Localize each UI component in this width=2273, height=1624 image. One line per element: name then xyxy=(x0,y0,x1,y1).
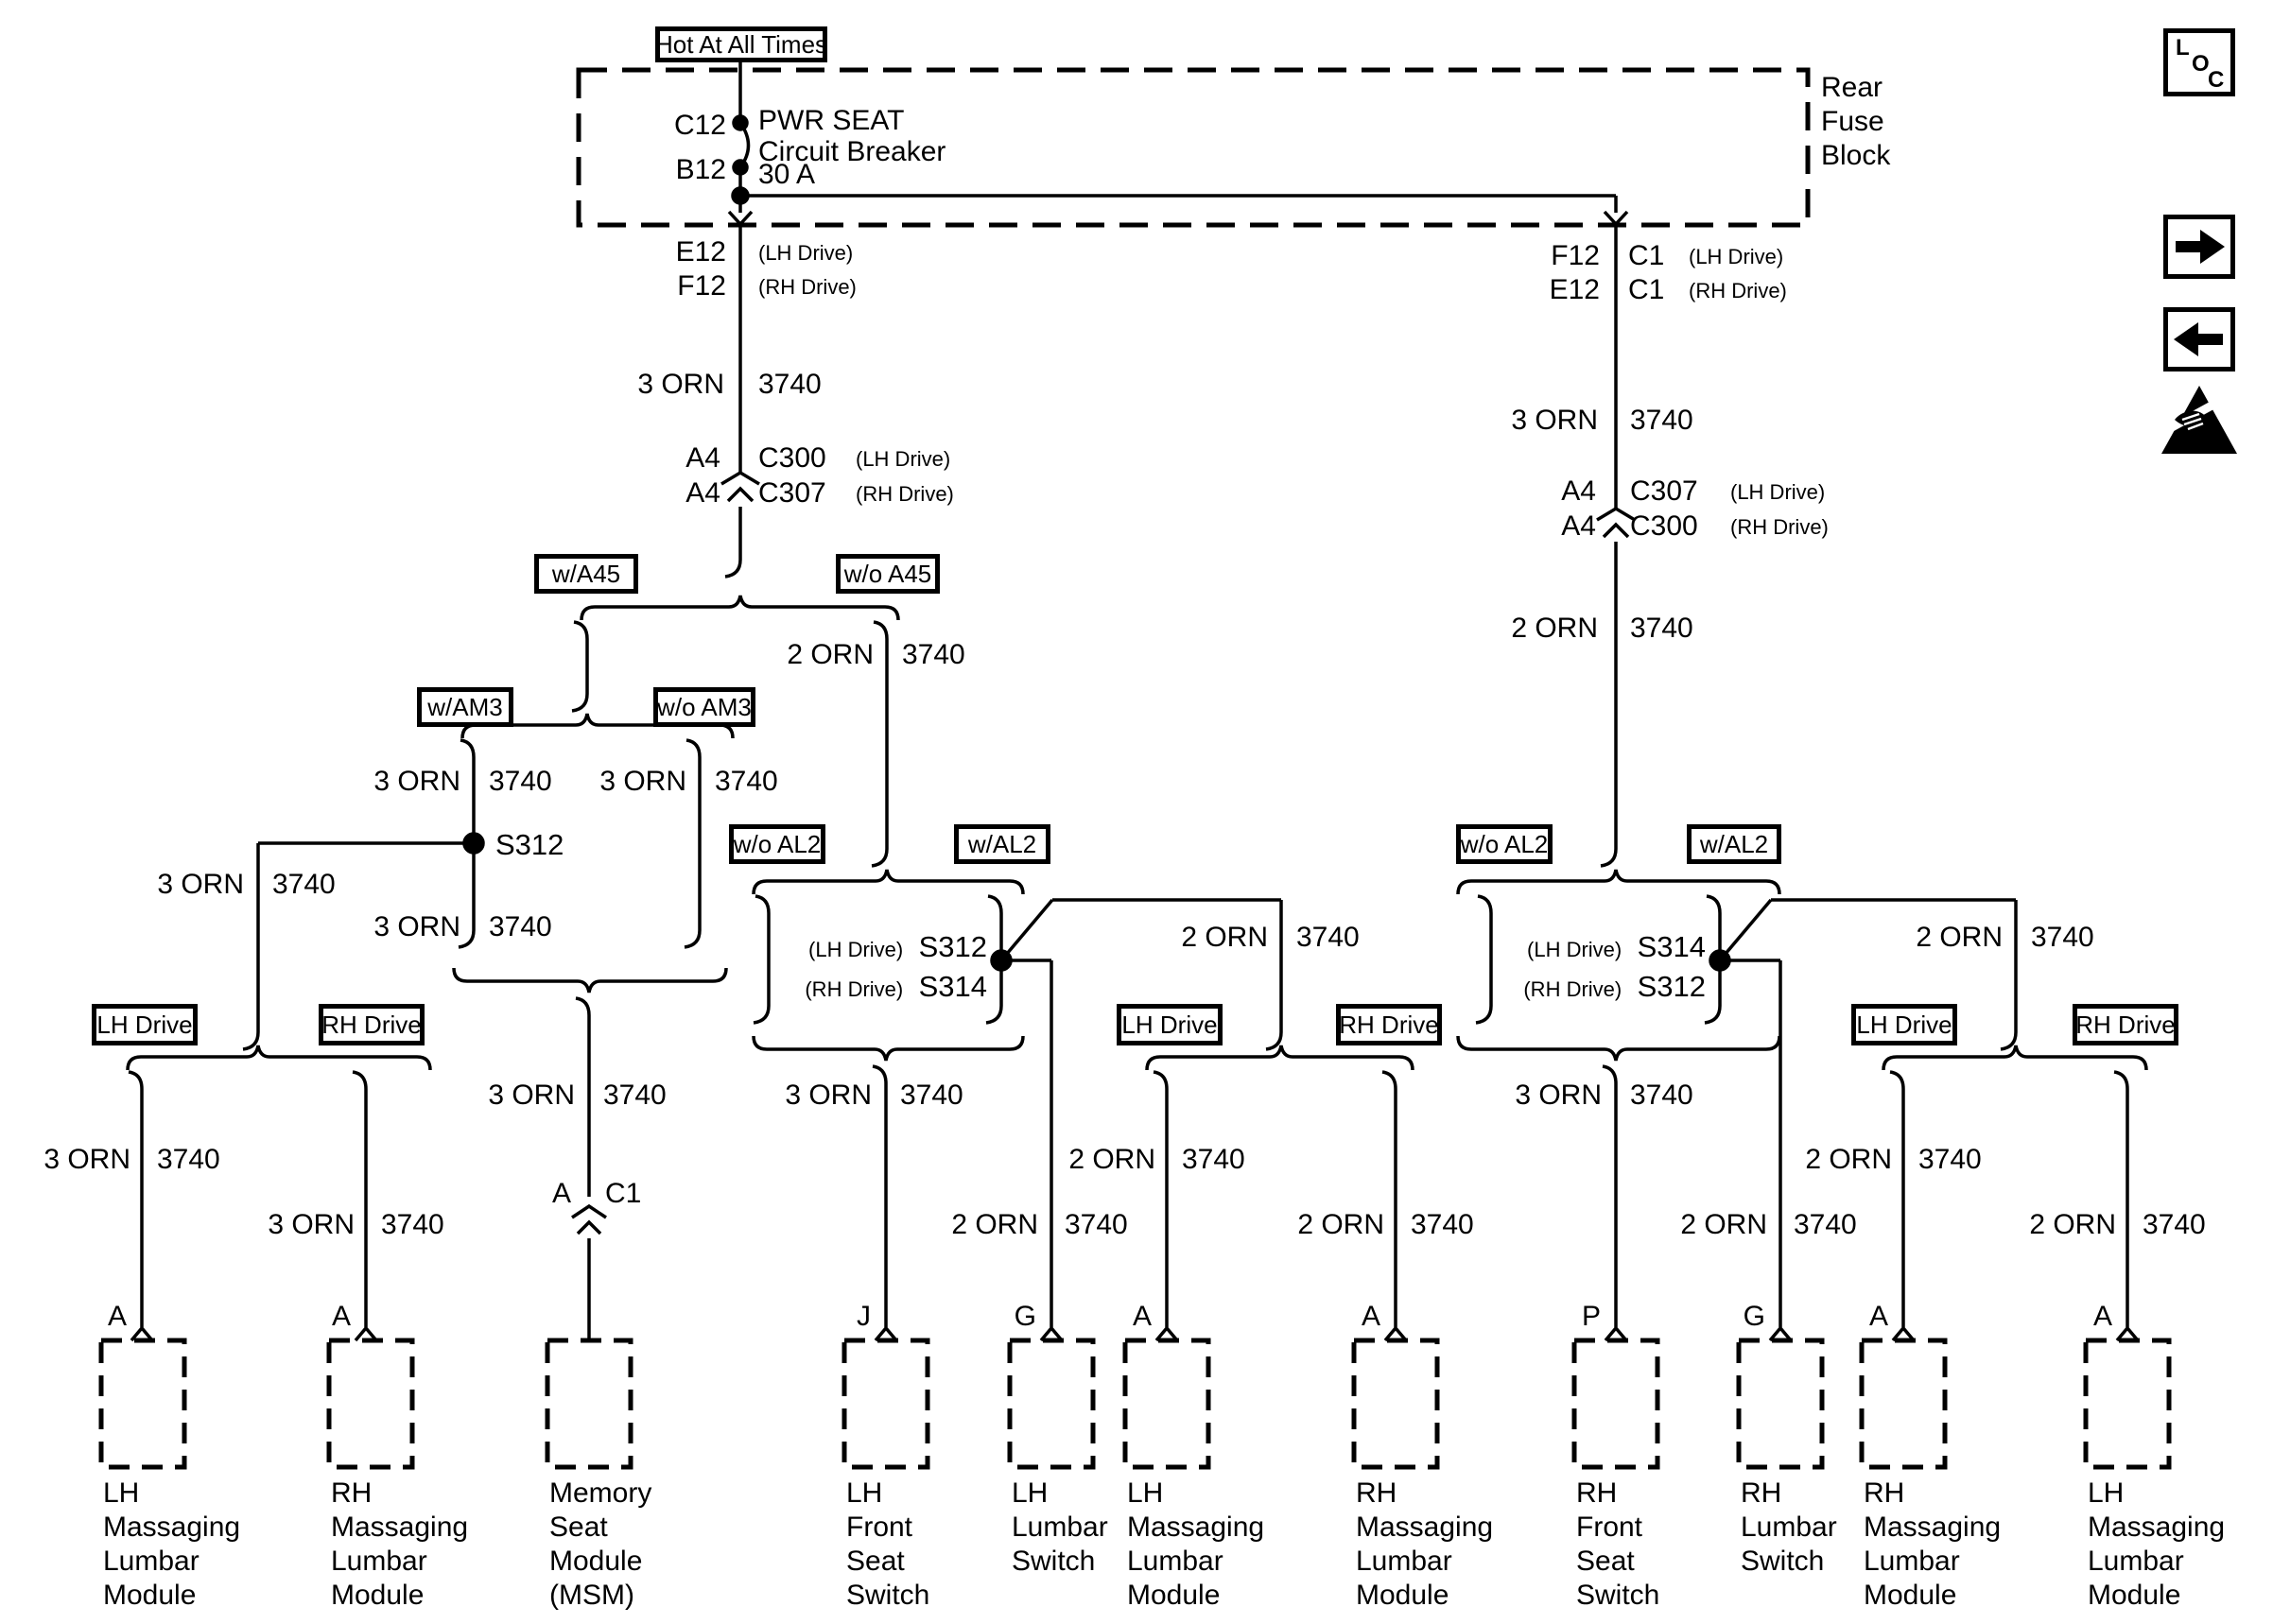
drive-variant-label: (LH Drive) xyxy=(1730,480,1826,504)
component-name: RH Massaging Lumbar Module xyxy=(1356,1477,1494,1611)
option-split-brace xyxy=(581,596,898,620)
power-feed-label: Hot At All Times xyxy=(654,29,828,59)
connector-label: C300 xyxy=(1630,510,1698,542)
component-box xyxy=(547,1340,631,1467)
component-box xyxy=(1125,1340,1208,1467)
drive-box-rh-left: RH Drive xyxy=(319,1004,425,1045)
component-name: LH Lumbar Switch xyxy=(1012,1477,1108,1577)
wire-circuit-label: 3740 xyxy=(489,911,552,942)
component-box xyxy=(329,1340,412,1467)
wire-circuit-label: 3740 xyxy=(1296,922,1360,953)
wire-circuit-label: 3740 xyxy=(489,766,552,797)
wire-gauge-label: 3 ORN xyxy=(637,369,724,400)
pin-label: G xyxy=(1014,1301,1036,1332)
wire-circuit-label: 3740 xyxy=(1630,405,1693,436)
pin-label: P xyxy=(1581,1301,1601,1332)
wire-gauge-label: 2 ORN xyxy=(951,1209,1038,1240)
inline-connector-icon xyxy=(1597,509,1635,520)
wire-circuit-label: 3740 xyxy=(2143,1209,2206,1240)
component-box xyxy=(101,1340,184,1467)
component-box xyxy=(1739,1340,1822,1467)
pin-label: G xyxy=(1743,1301,1765,1332)
wire-circuit-label: 3740 xyxy=(272,869,336,900)
pin-label: A xyxy=(331,1301,351,1332)
connector-label: C1 xyxy=(605,1178,642,1209)
wire-gauge-label: 2 ORN xyxy=(1181,922,1268,953)
splice-variant-row: (LH Drive) S312 xyxy=(808,930,987,963)
drive-box-lh-mid: LH Drive xyxy=(1117,1004,1223,1045)
hot-at-all-times-box xyxy=(655,26,827,62)
inline-connector-icon xyxy=(572,1206,606,1218)
option-split-brace xyxy=(754,870,1023,894)
wire-gauge-label: 3 ORN xyxy=(1515,1080,1602,1111)
component-name: LH Massaging Lumbar Module xyxy=(103,1477,241,1611)
drive-split-brace xyxy=(1147,1045,1413,1070)
wire-circuit-label: 3740 xyxy=(1918,1144,1982,1175)
option-box-wo-a45: w/o A45 xyxy=(836,554,940,594)
option-box-w-al2-right: w/AL2 xyxy=(1687,824,1781,864)
component-name: RH Lumbar Switch xyxy=(1741,1477,1837,1577)
wire-gauge-label: 3 ORN xyxy=(785,1080,872,1111)
drive-variant-label: (LH Drive) xyxy=(758,241,854,265)
component-box xyxy=(1010,1340,1093,1467)
splice-variant-row: (RH Drive) S314 xyxy=(805,970,987,1003)
connector-label: C307 xyxy=(758,477,826,509)
wire-circuit-label: 3740 xyxy=(758,369,822,400)
wire-gauge-label: 3 ORN xyxy=(43,1144,130,1175)
drive-box-rh-right: RH Drive xyxy=(2073,1004,2178,1045)
drive-variant-label: (RH Drive) xyxy=(758,275,857,299)
terminal-label: A4 xyxy=(685,442,720,474)
component-name: RH Front Seat Switch xyxy=(1576,1477,1660,1611)
breaker-name-line1: PWR SEAT xyxy=(758,105,905,136)
option-merge-brace xyxy=(754,1036,1023,1061)
pin-label: J xyxy=(857,1301,871,1332)
drive-variant-label: (LH Drive) xyxy=(856,447,951,471)
option-box-wo-al2-left: w/o AL2 xyxy=(729,824,825,864)
wire-circuit-label: 3740 xyxy=(1794,1209,1857,1240)
drive-variant-label: (RH Drive) xyxy=(856,482,954,506)
pin-label: A xyxy=(1868,1301,1888,1332)
fuse-block-name-line: Fuse xyxy=(1821,106,1884,137)
wire-circuit-label: 3740 xyxy=(1630,613,1693,644)
wire-gauge-label: 3 ORN xyxy=(488,1080,575,1111)
wire-circuit-label: 3740 xyxy=(1065,1209,1128,1240)
wire-circuit-label: 3740 xyxy=(900,1080,963,1111)
component-box xyxy=(1862,1340,1945,1467)
component-name: Memory Seat Module (MSM) xyxy=(549,1477,652,1611)
terminal-label: A4 xyxy=(1561,510,1596,542)
component-name: RH Massaging Lumbar Module xyxy=(331,1477,469,1611)
wire-gauge-label: 3 ORN xyxy=(268,1209,355,1240)
wire-gauge-label: 2 ORN xyxy=(1511,613,1598,644)
drive-box-rh-mid: RH Drive xyxy=(1336,1004,1442,1045)
previous-page-arrow-icon[interactable] xyxy=(2163,307,2235,371)
fuse-exit-arrow-right xyxy=(1605,212,1627,224)
option-box-w-a45: w/A45 xyxy=(534,554,638,594)
wire-gauge-label: 3 ORN xyxy=(157,869,244,900)
wire-circuit-label: 3740 xyxy=(157,1144,220,1175)
pin-label: A xyxy=(551,1178,571,1209)
pin-label: A xyxy=(2092,1301,2112,1332)
wire-circuit-label: 3740 xyxy=(381,1209,444,1240)
drive-variant-label: (RH Drive) xyxy=(1689,279,1787,302)
wire-circuit-label: 3740 xyxy=(603,1080,667,1111)
option-box-w-al2-left: w/AL2 xyxy=(954,824,1050,864)
breaker-pin-top: C12 xyxy=(673,110,726,141)
pin-label: A xyxy=(107,1301,127,1332)
connector-label: C1 xyxy=(1628,274,1665,305)
wire-circuit-label: 3740 xyxy=(902,639,965,670)
esd-warning-icon xyxy=(2158,380,2241,458)
drive-variant-label: (LH Drive) xyxy=(1689,245,1784,268)
option-merge-brace xyxy=(454,968,726,993)
splice-variant-row: (RH Drive) S312 xyxy=(1523,970,1706,1003)
component-name: LH Front Seat Switch xyxy=(846,1477,930,1611)
wire-gauge-label: 2 ORN xyxy=(1805,1144,1892,1175)
drive-split-brace xyxy=(128,1045,430,1070)
option-merge-brace xyxy=(1458,1036,1779,1061)
component-box xyxy=(1574,1340,1657,1467)
pin-label: A xyxy=(1132,1301,1152,1332)
breaker-name-line2: Circuit Breaker xyxy=(758,136,946,167)
wire-gauge-label: 2 ORN xyxy=(2029,1209,2116,1240)
option-box-wo-am3: w/o AM3 xyxy=(653,687,755,727)
wire-circuit-label: 3740 xyxy=(1411,1209,1474,1240)
wire-gauge-label: 2 ORN xyxy=(787,639,874,670)
wire-circuit-label: 3740 xyxy=(2031,922,2094,953)
fuse-exit-arrow-left xyxy=(729,212,752,224)
loc-reference-icon[interactable]: L O C xyxy=(2163,28,2235,96)
option-box-w-am3: w/AM3 xyxy=(417,687,513,727)
breaker-pin-bottom: B12 xyxy=(675,154,726,185)
inline-connector-icon xyxy=(721,473,759,484)
component-box xyxy=(1354,1340,1437,1467)
wire-circuit-label: 3740 xyxy=(715,766,778,797)
drive-split-brace xyxy=(1883,1045,2146,1070)
drive-box-lh-left: LH Drive xyxy=(92,1004,198,1045)
wire-gauge-label: 3 ORN xyxy=(373,766,460,797)
splice-variant-row: (LH Drive) S314 xyxy=(1527,930,1706,963)
component-name: RH Massaging Lumbar Module xyxy=(1864,1477,2002,1611)
wire-circuit-label: 3740 xyxy=(1630,1080,1693,1111)
inline-connector-icon xyxy=(728,489,753,501)
drive-variant-label: (RH Drive) xyxy=(1730,515,1829,539)
next-page-arrow-icon[interactable] xyxy=(2163,215,2235,279)
fuse-block-name-line: Rear xyxy=(1821,72,1883,103)
component-name: LH Massaging Lumbar Module xyxy=(2088,1477,2226,1611)
breaker-rating: 30 A xyxy=(758,159,816,190)
inline-connector-icon xyxy=(1604,525,1628,537)
component-box xyxy=(2086,1340,2169,1467)
option-box-wo-al2-right: w/o AL2 xyxy=(1456,824,1553,864)
wire-gauge-label: 2 ORN xyxy=(1297,1209,1384,1240)
wire-circuit-label: 3740 xyxy=(1182,1144,1245,1175)
terminal-label: F12 xyxy=(1551,240,1600,271)
connector-label: C1 xyxy=(1628,240,1665,271)
connector-label: C307 xyxy=(1630,475,1698,507)
splice-label: S312 xyxy=(495,828,564,861)
wire-gauge-label: 3 ORN xyxy=(373,911,460,942)
terminal-label: A4 xyxy=(1561,475,1596,507)
option-split-brace xyxy=(1458,870,1779,894)
wire-gauge-label: 3 ORN xyxy=(599,766,686,797)
terminal-label: A4 xyxy=(685,477,720,509)
pin-label: A xyxy=(1361,1301,1380,1332)
wire-gauge-label: 2 ORN xyxy=(1068,1144,1155,1175)
wire-gauge-label: 2 ORN xyxy=(1680,1209,1767,1240)
terminal-label: F12 xyxy=(677,270,726,302)
wire-gauge-label: 3 ORN xyxy=(1511,405,1598,436)
connector-label: C300 xyxy=(758,442,826,474)
terminal-label: E12 xyxy=(675,236,726,268)
inline-connector-icon xyxy=(578,1222,600,1234)
component-box xyxy=(844,1340,928,1467)
wire-gauge-label: 2 ORN xyxy=(1916,922,2003,953)
component-name: LH Massaging Lumbar Module xyxy=(1127,1477,1265,1611)
fuse-block-name-line: Block xyxy=(1821,140,1891,171)
terminal-label: E12 xyxy=(1549,274,1600,305)
drive-box-lh-right: LH Drive xyxy=(1851,1004,1957,1045)
